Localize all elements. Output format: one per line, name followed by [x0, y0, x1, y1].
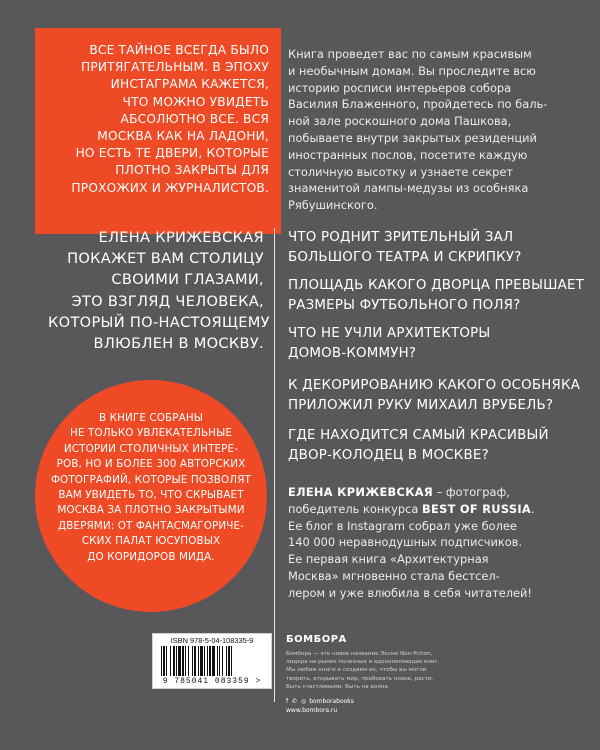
- question-item: ПЛОЩАДЬ КАКОГО ДВОРЦА ПРЕВЫШАЕТ РАЗМЕРЫ ФУТБОЛЬНОГО ПОЛЯ?: [288, 278, 585, 313]
- teaser-text: ВСЕ ТАЙНОЕ ВСЕГДА БЫЛО ПРИТЯГАТЕЛЬНЫМ. В ЭПОХУ ИНСТАГРАМА КАЖЕТСЯ, ЧТО МОЖНО УВИДЕТЬ АБСОЛЮТНО ВСЕ. ВСЯ МОСКВА КАК НА ЛАДОНИ, НО ЕСТЬ ТЕ ДВЕРИ, КОТОРЫЕ ПЛОТНО ЗАКРЫТЫ ДЛЯ ПРОХОЖИХ И ЖУРНАЛИСТОВ.: [71, 43, 269, 195]
- author-name: ЕЛЕНА КРИЖЕВСКАЯ: [288, 485, 433, 499]
- intro-paragraph: Книга проведет вас по самым красивым и необычным домам. Вы проследите всю историю росписи интерьеров собора Василия Блаженного, пройдетесь по баль- ной зале роскошного дома Пашкова, побываете внутри закрытых резиденций иностранных послов, посетите каждую столичную высотку и узнаете секрет знаменитой лампы-медузы из особняка Рябушинского.: [288, 47, 548, 213]
- social-handle: bomborabooks: [309, 698, 354, 705]
- author-quote: ЕЛЕНА КРИЖЕВСКАЯ ПОКАЖЕТ ВАМ СТОЛИЦУ СВОИМИ ГЛАЗАМИ, ЭТО ВЗГЛЯД ЧЕЛОВЕКА, КОТОРЫЙ ПО-НАСТОЯЩЕМУ ВЛЮБЛЕН В МОСКВУ.: [48, 229, 270, 353]
- publisher-site: www.bombora.ru: [286, 707, 338, 714]
- question-item: ГДЕ НАХОДИТСЯ САМЫЙ КРАСИВЫЙ ДВОР-КОЛОДЕЦ В МОСКВЕ?: [288, 428, 549, 463]
- barcode-bars-icon: [161, 646, 263, 676]
- question-item: ЧТО РОДНИТ ЗРИТЕЛЬНЫЙ ЗАЛ БОЛЬШОГО ТЕАТРА И СКРИПКУ?: [288, 230, 522, 265]
- vertical-divider: [274, 228, 275, 702]
- publisher-social: [286, 697, 354, 715]
- social-icons: f ✆ ◎: [286, 698, 308, 705]
- isbn-label: ISBN 978-5-04-108335-9: [170, 636, 254, 645]
- question-item: ЧТО НЕ УЧЛИ АРХИТЕКТОРЫ ДОМОВ-КОММУН?: [288, 326, 491, 361]
- publisher-description: Бомбора — это новое название Эксмо Non-fiction, лидера на рынке полезных и вдохновляющих книг. Мы любим книги и создаем их, чтобы вы могли творить, открывать мир, пробовать новое, расти. Быть счастливыми. Быть на волне.: [286, 651, 440, 690]
- publisher-logo: БОМБОРА: [286, 634, 347, 645]
- contest-name: BEST OF RUSSIA: [422, 501, 532, 516]
- barcode: [152, 633, 272, 689]
- highlight-circle-text: В КНИГЕ СОБРАНЫ НЕ ТОЛЬКО УВЛЕКАТЕЛЬНЫЕ ИСТОРИИ СТОЛИЧНЫХ ИНТЕРЕ- РОВ, НО И БОЛЕЕ 300 АВТОРСКИХ ФОТОГРАФИЙ, КОТОРЫЕ ПОЗВОЛЯТ ВАМ УВИДЕТЬ ТО, ЧТО СКРЫВАЕТ МОСКВА ЗА ПЛОТНО ЗАКРЫТЫМИ ДВЕРЯМИ: ОТ ФАНТАСМАГОРИЧЕ- СКИХ ПАЛАТ ЮСУПОВЫХ ДО КОРИДОРОВ МИДА.: [51, 412, 251, 563]
- barcode-number: 9 785041 083359 >: [162, 677, 262, 686]
- question-item: К ДЕКОРИРОВАНИЮ КАКОГО ОСОБНЯКА ПРИЛОЖИЛ РУКУ МИХАИЛ ВРУБЕЛЬ?: [288, 378, 581, 413]
- teaser-box: [35, 28, 281, 234]
- author-bio: ЕЛЕНА КРИЖЕВСКАЯ – фотограф, победитель конкурса BEST OF RUSSIA. Ее блог в Instagram собрал уже более 140 000 неравнодушных подписчиков. Ее первая книга «Архитектурная Москва» мгновенно стала бестсел- лером и уже влюбила в себя читателей!: [288, 485, 535, 600]
